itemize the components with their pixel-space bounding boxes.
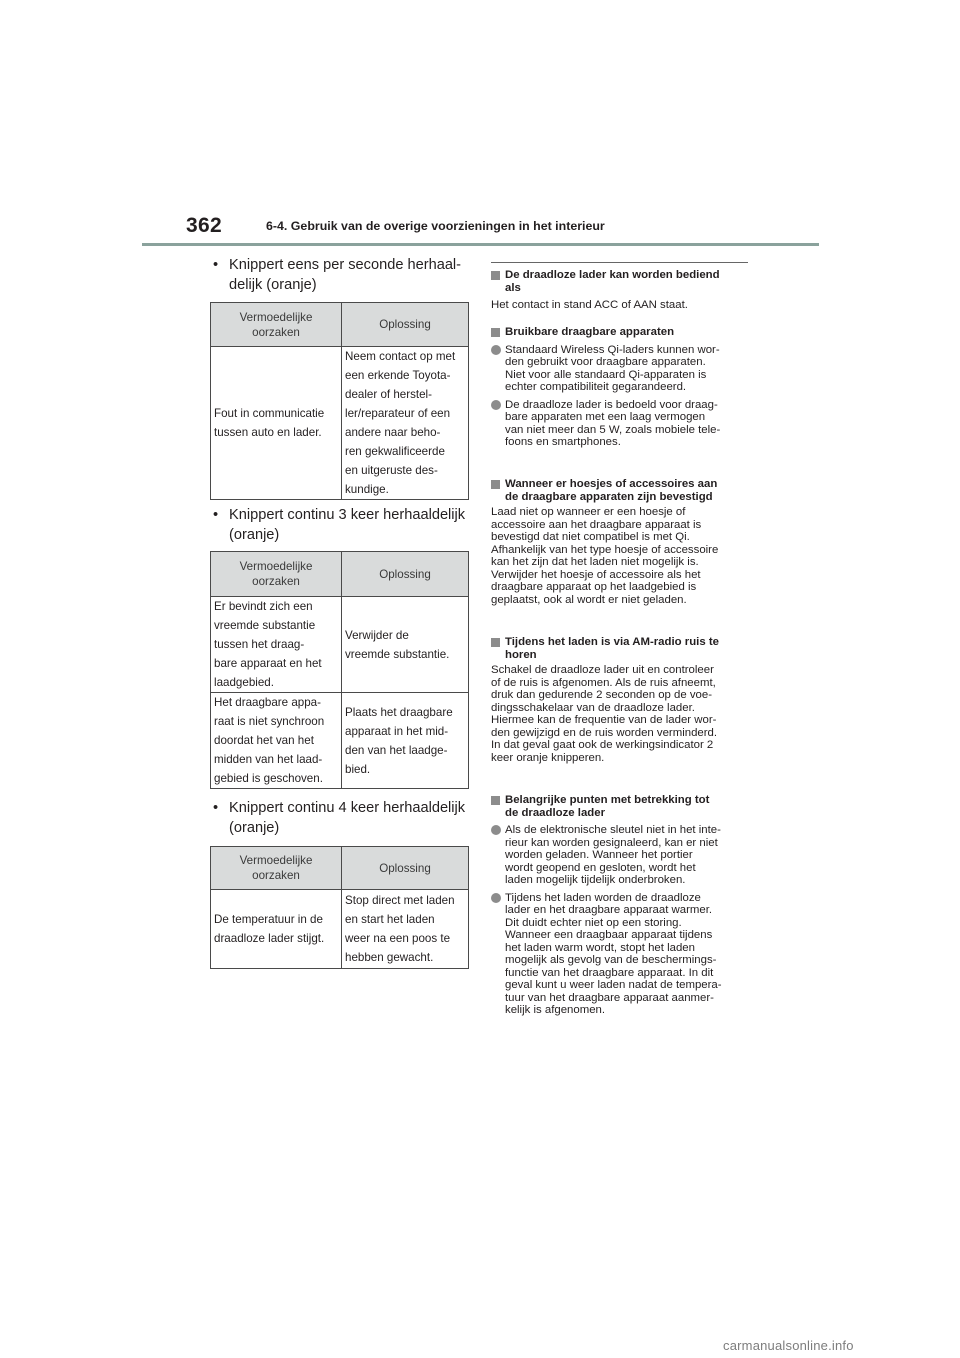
solution-cell: Verwijder de vreemde substantie.: [342, 597, 469, 693]
list-item: Standaard Wireless Qi-laders kunnen wor- den gebruikt voor draagbare apparaten. Niet voor alle standaard Qi-apparaten is echter compatibiliteit gegarandeerd.: [491, 344, 766, 394]
solution-cell: Stop direct met laden en start het laden weer na een poos te hebben gewacht.: [342, 890, 469, 969]
table-row: [211, 693, 469, 789]
square-marker-icon: [491, 480, 500, 489]
table-blink-once: [210, 302, 469, 500]
table-head-cause: Vermoedelijke oorzaken: [211, 303, 342, 347]
list-item: Tijdens het laden worden de draadloze lader en het draagbare apparaat warmer. Dit duidt echter niet op een storing. Wanneer een draagbaar apparaat tijdens het laden warm wordt, stopt het laden mogelijk als gevolg van de beschermings- functie van het draagbare apparaat. In dit geval kunt u weer laden nadat de tempera- tuur van het draagbare apparaat aanmer- kelijk is afgenomen.: [491, 892, 766, 1017]
cause-cell: Fout in communicatie tussen auto en lader.: [211, 347, 342, 500]
bullet-dot: •: [213, 800, 219, 816]
paragraph: Schakel de draadloze lader uit en controleer of de ruis is afgenomen. Als de ruis afneemt, druk dan gedurende 2 seconden op de voe- dingsschakelaar van de draadloze lader. Hiermee kan de frequentie van de lader wor- den gewijzigd en de ruis worden verminderd. In dat geval gaat ook de werkingsindicator 2 keer oranje knipperen.: [491, 664, 718, 764]
table-blink-3: [210, 551, 469, 789]
table-blink-4: [210, 846, 469, 969]
bullet-blink-4: • Knippert continu 4 keer herhaaldelijk (oranje): [213, 800, 466, 836]
solution-cell: Neem contact op met een erkende Toyota- dealer of herstel- ler/reparateur of een andere naar beho- ren gekwalificeerde en uitgeruste des- kundige.: [342, 347, 469, 500]
section-title: 6-4. Gebruik van de overige voorzieningen in het interieur: [266, 219, 605, 233]
header-rule: [142, 243, 819, 246]
table-row: [211, 597, 469, 693]
bullet-blink-3: • Knippert continu 3 keer herhaaldelijk (oranje): [213, 507, 466, 543]
table-head-solution: Oplossing: [342, 552, 469, 597]
table-head-cause: Vermoedelijke oorzaken: [211, 847, 342, 890]
table-head-solution: Oplossing: [342, 303, 469, 347]
section-operable: De draadloze lader kan worden bediend als Het contact in stand ACC of AAN staat.: [491, 269, 720, 311]
circle-marker-icon: [491, 400, 501, 410]
watermark-link[interactable]: carmanualsonline.info: [723, 1338, 854, 1353]
section-am-radio-noise: Tijdens het laden is via AM-radio ruis te horen Schakel de draadloze lader uit en controleer of de ruis is afgenomen. Als de ruis afneemt, druk dan gedurende 2 seconden op de voe- dingsschakelaar van de draadloze lader. Hiermee kan de frequentie van de lader wor- den gewijzigd en de ruis worden verminderd. In dat geval gaat ook de werkingsindicator 2 keer oranje knipperen.: [491, 636, 766, 764]
solution-cell: Plaats het draagbare apparaat in het mid- den van het laadge- bied.: [342, 693, 469, 789]
list-item: De draadloze lader is bedoeld voor draag- bare apparaten met een laag vermogen van niet meer dan 5 W, zoals mobiele tele- foons en smartphones.: [491, 399, 766, 449]
square-marker-icon: [491, 796, 500, 805]
bullet-dot: •: [213, 507, 219, 523]
table-head-cause: Vermoedelijke oorzaken: [211, 552, 342, 597]
table-row: [211, 890, 469, 969]
circle-marker-icon: [491, 825, 501, 835]
page-number: 362: [186, 214, 222, 237]
list-item: Als de elektronische sleutel niet in het inte- rieur kan worden gesignaleerd, kan er niet worden geladen. Wanneer het portier wordt geopend en gesloten, wordt het laden mogelijk tijdelijk onderbroken.: [491, 824, 766, 887]
bullet-dot: •: [213, 257, 219, 273]
cause-cell: Het draagbare appa- raat is niet synchroon doordat het van het midden van het laad- gebied is geschoven.: [211, 693, 342, 789]
square-marker-icon: [491, 271, 500, 280]
right-column-rule: [491, 262, 748, 263]
circle-marker-icon: [491, 345, 501, 355]
square-marker-icon: [491, 328, 500, 337]
section-cases-accessories: Wanneer er hoesjes of accessoires aan de draagbare apparaten zijn bevestigd Laad niet op wanneer er een hoesje of accessoire aan het draagbare apparaat is bevestigd dat niet compatibel is met Qi. Afhankelijk van het type hoesje of accessoire kan het zijn dat het laden niet mogelijk is. Verwijder het hoesje of accessoire als het draagbare apparaat op het laadgebied is geplaatst, ook al wordt er niet geladen.: [491, 478, 766, 606]
cause-cell: Er bevindt zich een vreemde substantie tussen het draag- bare apparaat en het laadgebied.: [211, 597, 342, 693]
square-marker-icon: [491, 638, 500, 647]
bullet-blink-once: • Knippert eens per seconde herhaal- delijk (oranje): [213, 257, 462, 293]
cause-cell: De temperatuur in de draadloze lader stijgt.: [211, 890, 342, 969]
table-row: [211, 347, 469, 500]
table-head-solution: Oplossing: [342, 847, 469, 890]
circle-marker-icon: [491, 893, 501, 903]
section-usable-devices: Bruikbare draagbare apparaten Standaard Wireless Qi-laders kunnen wor- den gebruikt voor draagbare apparaten. Niet voor alle standaard Qi-apparaten is echter compatibiliteit gegarandeerd. De draadloze lader is bedoeld voor draag- bare apparaten met een laag vermogen van niet meer dan 5 W, zoals mobiele tele- foons en smartphones.: [491, 326, 766, 449]
paragraph: Laad niet op wanneer er een hoesje of accessoire aan het draagbare apparaat is bevestigd dat niet compatibel is met Qi. Afhankelijk van het type hoesje of accessoire kan het zijn dat het laden niet mogelijk is. Verwijder het hoesje of accessoire als het draagbare apparaat op het laadgebied is geplaatst, ook al wordt er niet geladen.: [491, 506, 719, 606]
section-important-points: Belangrijke punten met betrekking tot de draadloze lader Als de elektronische sleutel niet in het inte- rieur kan worden gesignaleerd, kan er niet worden geladen. Wanneer het portier wordt geopend en gesloten, wordt het laden mogelijk tijdelijk onderbroken. Tijdens het laden worden de draadloze lader en het draagbare apparaat warmer. Dit duidt echter niet op een storing. Wanneer een draagbaar apparaat tijdens het laden warm wordt, stopt het laden mogelijk als gevolg van de beschermings- functie van het draagbare apparaat. In dit geval kunt u weer laden nadat de tempera- tuur van het draagbare apparaat aanmer- kelijk is afgenomen.: [491, 794, 766, 1017]
